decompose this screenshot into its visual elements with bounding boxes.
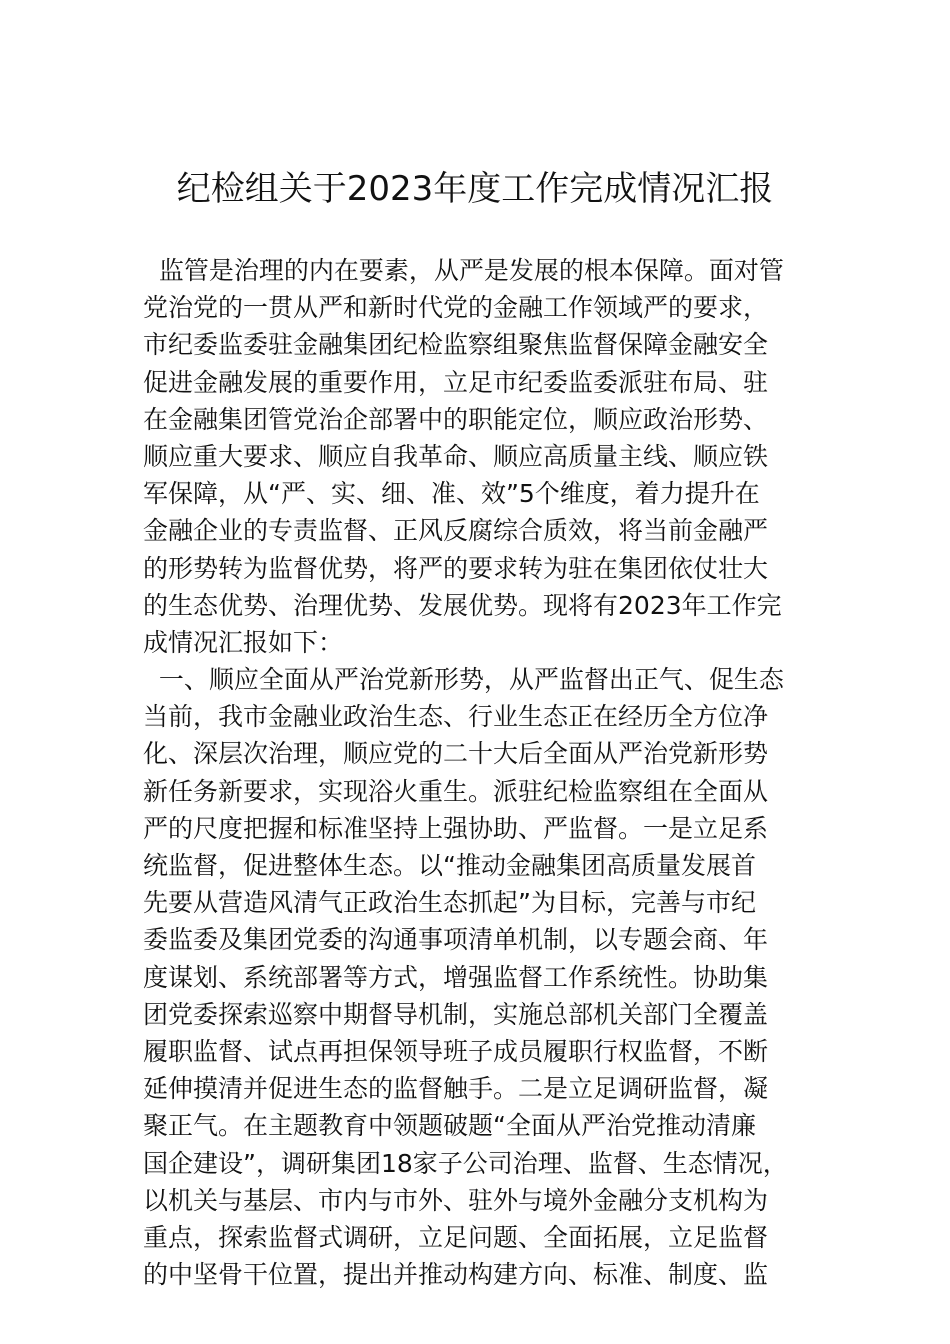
body-line: 新任务新要求，实现浴火重生。派驻纪检监察组在全面从: [143, 776, 769, 806]
body-line: 委监委及集团党委的沟通事项清单机制，以专题会商、年: [143, 925, 769, 955]
body-line: 在金融集团管党治企部署中的职能定位，顺应政治形势、: [143, 404, 769, 434]
document-title: 纪检组关于2023年度工作完成情况汇报: [176, 169, 774, 209]
body-line: 严的尺度把握和标准坚持上强协助、严监督。一是立足系: [143, 813, 769, 843]
document-body: [143, 252, 843, 1293]
body-line: 成情况汇报如下：: [143, 627, 344, 657]
body-line: 聚正气。在主题教育中领题破题“全面从严治党推动清廉: [143, 1111, 756, 1141]
section-heading-line: 一、顺应全面从严治党新形势，从严监督出正气、促生态: [143, 665, 784, 695]
body-line: 国企建设”，调研集团18家子公司治理、监督、生态情况，: [143, 1148, 788, 1178]
body-line: 重点，探索监督式调研，立足问题、全面拓展，立足监督: [143, 1222, 769, 1252]
body-line: 度谋划、系统部署等方式，增强监督工作系统性。协助集: [143, 962, 769, 992]
body-line: 化、深层次治理，顺应党的二十大后全面从严治党新形势: [143, 739, 769, 769]
body-line: 延伸摸清并促进生态的监督触手。二是立足调研监督，凝: [143, 1074, 769, 1104]
body-line: 市纪委监委驻金融集团纪检监察组聚焦监督保障金融安全: [143, 330, 769, 360]
body-line: 团党委探索巡察中期督导机制，实施总部机关部门全覆盖: [143, 999, 769, 1029]
body-line: 当前，我市金融业政治生态、行业生态正在经历全方位净: [143, 702, 769, 732]
body-line: 军保障，从“严、实、细、准、效”5个维度，着力提升在: [143, 479, 760, 509]
body-line: 履职监督、试点再担保领导班子成员履职行权监督，不断: [143, 1036, 769, 1066]
body-line: 以机关与基层、市内与市外、驻外与境外金融分支机构为: [143, 1185, 769, 1215]
body-line: 党治党的一贯从严和新时代党的金融工作领域严的要求，: [143, 293, 769, 323]
body-line: 金融企业的专责监督、正风反腐综合质效，将当前金融严: [143, 516, 769, 546]
body-line: 统监督，促进整体生态。以“推动金融集团高质量发展首: [143, 851, 756, 880]
body-line: 先要从营造风清气正政治生态抓起”为目标，完善与市纪: [143, 888, 756, 918]
body-line: 的形势转为监督优势，将严的要求转为驻在集团依仗壮大: [143, 553, 769, 583]
body-line: 的中坚骨干位置，提出并推动构建方向、标准、制度、监: [143, 1260, 769, 1290]
body-line: 促进金融发展的重要作用，立足市纪委监委派驻布局、驻: [143, 367, 769, 397]
body-line: 的生态优势、治理优势、发展优势。现将有2023年工作完: [143, 590, 782, 620]
body-line: 监管是治理的内在要素，从严是发展的根本保障。面对管: [143, 256, 784, 285]
body-line: 顺应重大要求、顺应自我革命、顺应高质量主线、顺应铁: [143, 441, 769, 471]
